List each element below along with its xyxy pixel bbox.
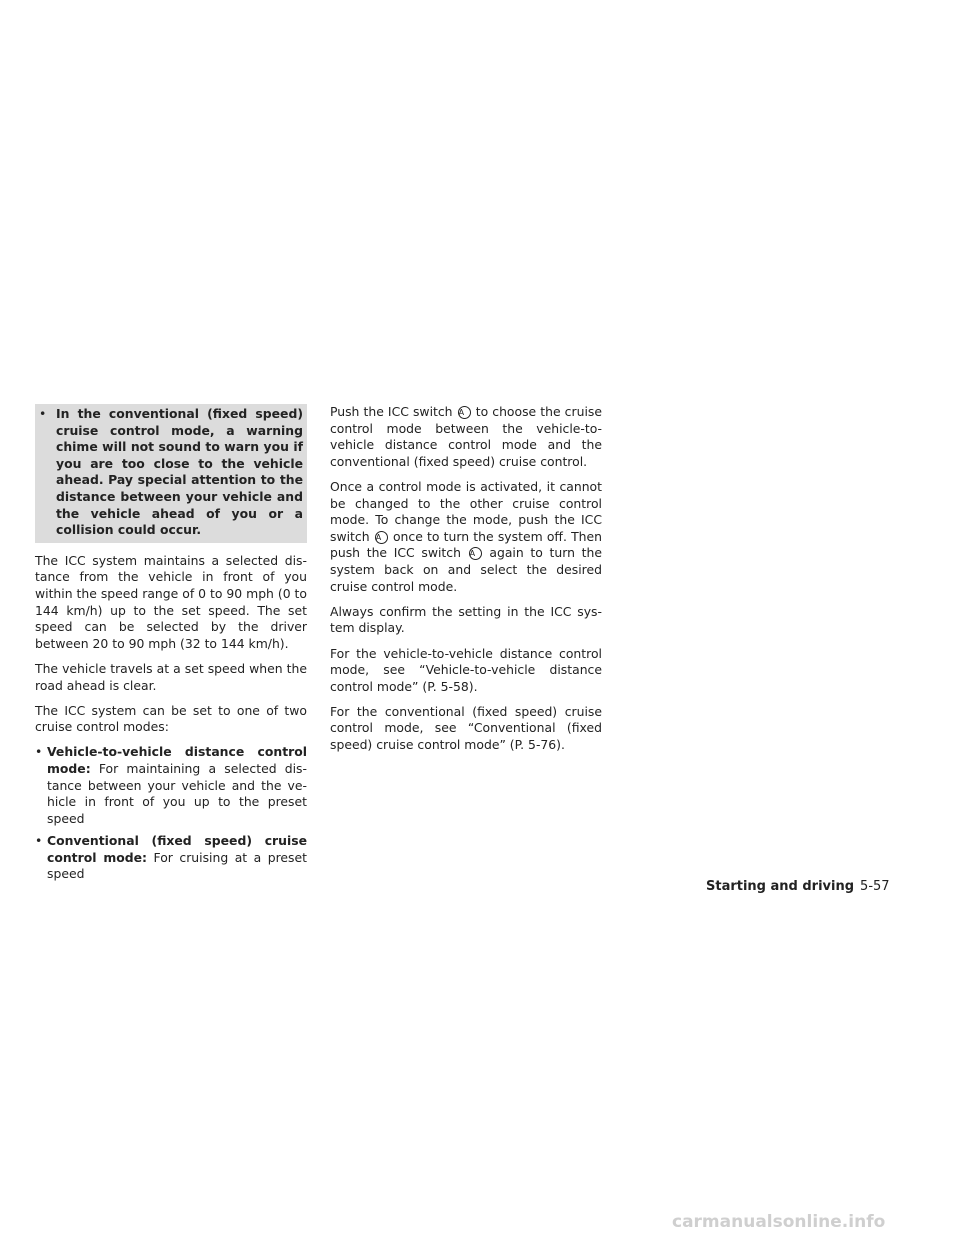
text-segment: once to turn the system off. Then push the ICC switch (330, 528, 602, 561)
paragraph-set-speed: The vehicle travels at a set speed when the road ahead is clear. (35, 660, 307, 693)
paragraph-icc-range: The ICC system maintains a selected distance from the vehicle in front of you within the speed range of 0 to 90 mph (0 to 144 km/h) up to the set speed. The set speed can be selected by the driver between 20 to 90 mph (32 to 144 km/h). (35, 552, 307, 651)
switch-a-callout-icon: A (469, 547, 482, 560)
text-segment: to choose the cruise control mode between the vehicle-to-vehicle distance control mode and the conventional (fixed speed) cruise control. (330, 404, 602, 469)
paragraph-push-switch (330, 404, 602, 470)
bullet-dot: • (35, 833, 43, 849)
switch-a-callout-icon: A (458, 406, 471, 419)
text-segment: Push the ICC switch (330, 404, 453, 419)
paragraph-change-mode (330, 479, 602, 595)
warning-bullet (35, 406, 303, 539)
page-footer (706, 878, 890, 896)
text-segment: Once a control mode is activated, it cannot be changed to the other cruise control mode. To change the mode, push the ICC switch (330, 478, 602, 544)
switch-a-callout-icon: A (375, 531, 388, 544)
mode-term: Conventional (fixed speed) cruise control mode: (47, 833, 307, 865)
right-column (330, 404, 602, 762)
text-segment: again to turn the system back on and select the desired cruise control mode. (330, 545, 602, 594)
left-column (35, 404, 307, 888)
page-number: 5-57 (860, 879, 890, 894)
mode-item-conventional (35, 833, 307, 883)
warning-box (35, 404, 307, 543)
warning-text: In the conventional (fixed speed) cruise control mode, a warning chime will not sound to warn you if you are too close to the vehicle ahead. Pay special attention to the distance between your vehicle and the vehicle ahead of you or a collision could occur. (56, 406, 303, 538)
bullet-dot: • (39, 406, 47, 421)
watermark: carmanualsonline.info (672, 1212, 886, 1232)
mode-item-distance (35, 744, 307, 827)
paragraph-distance-mode-ref: For the vehicle-to-vehicle distance control mode, see “Vehicle-to-vehicle distance control mode” (P. 5-58). (330, 645, 602, 694)
paragraph-confirm-setting: Always confirm the setting in the ICC system display. (330, 603, 602, 636)
bullet-dot: • (35, 744, 43, 760)
mode-term: Vehicle-to-vehicle distance control mode: (47, 744, 307, 777)
mode-description: For cruising at a preset speed (47, 849, 307, 882)
section-title: Starting and driving (706, 879, 855, 894)
mode-description: For maintaining a selected distance between your vehicle and the vehicle in front of you up to the preset speed (47, 761, 307, 826)
paragraph-conventional-mode-ref: For the conventional (fixed speed) cruise control mode, see “Conventional (fixed speed) cruise control mode” (P. 5-76). (330, 703, 602, 753)
paragraph-two-modes: The ICC system can be set to one of two cruise control modes: (35, 702, 307, 735)
